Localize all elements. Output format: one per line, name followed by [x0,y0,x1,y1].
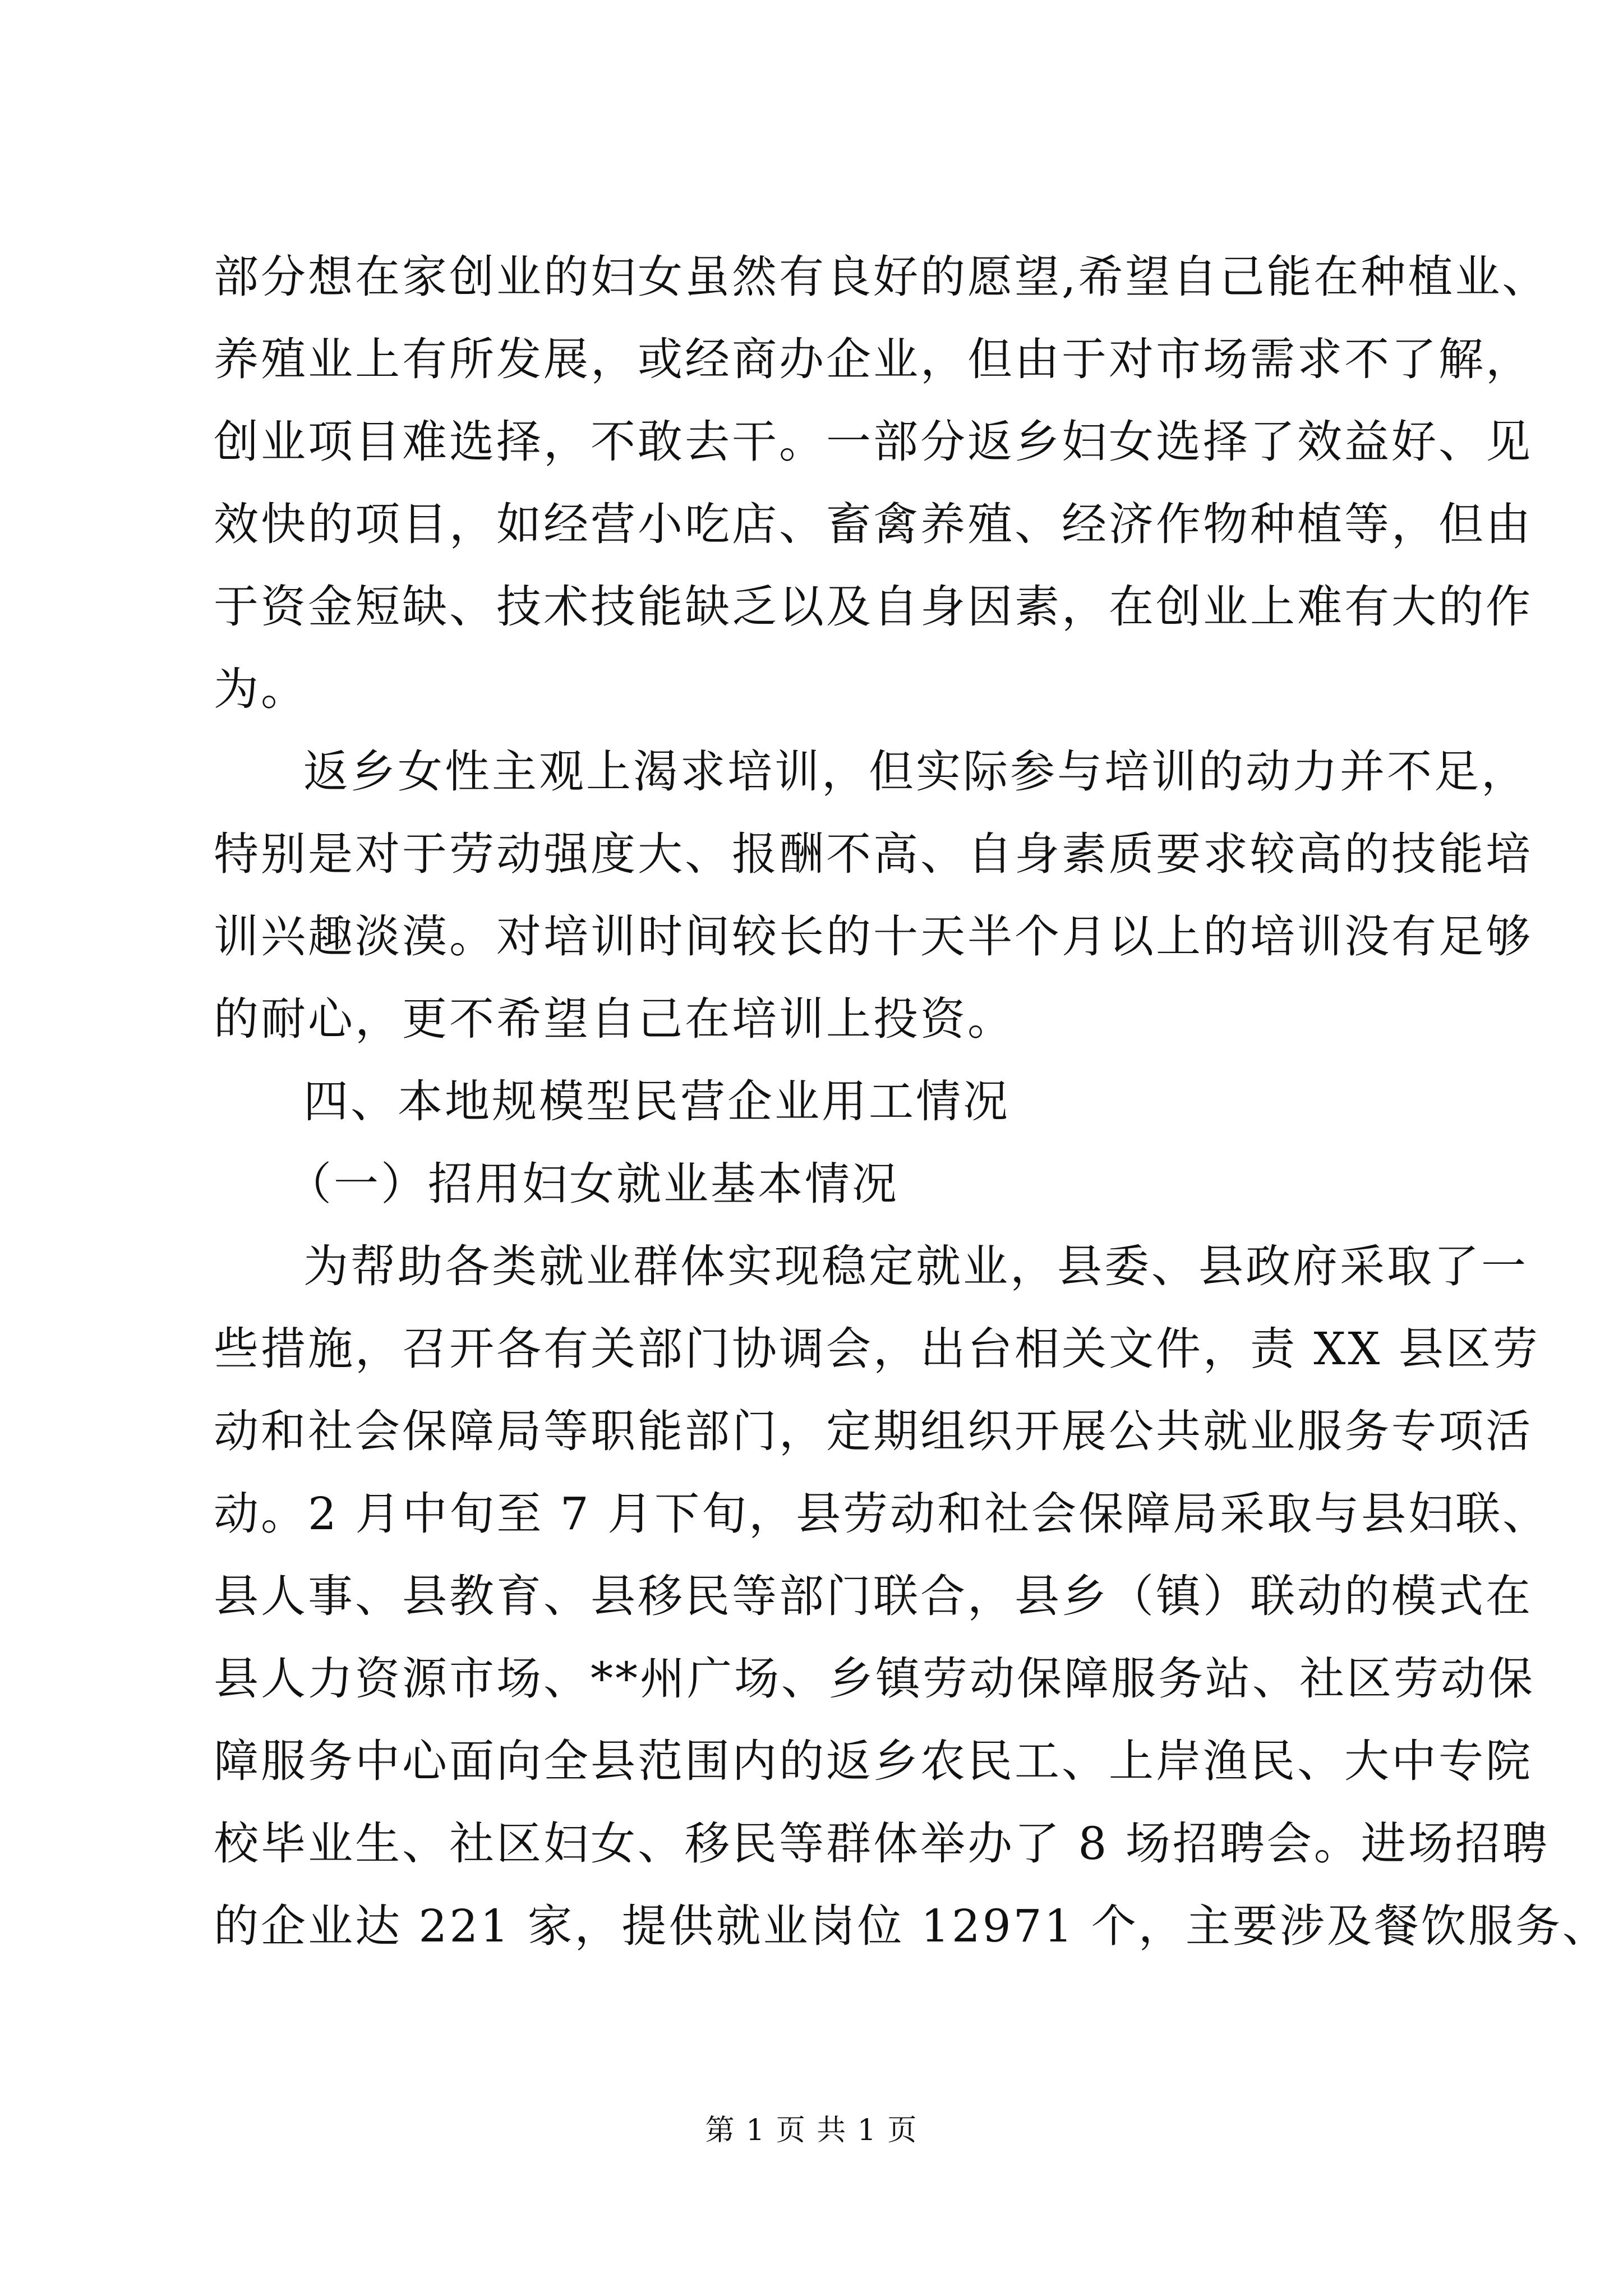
paragraph-line: 创业项目难选择，不敢去干。一部分返乡妇女选择了效益好、见 [214,416,1533,468]
paragraph-line: 县人事、县教育、县移民等部门联合，县乡（镇）联动的模式在 [214,1570,1533,1622]
paragraph-line: 校毕业生、社区妇女、移民等群体举办了 8 场招聘会。进场招聘 [214,1818,1550,1870]
paragraph-line: 效快的项目，如经营小吃店、畜禽养殖、经济作物种植等，但由 [214,498,1533,550]
paragraph-line: 养殖业上有所发展，或经商办企业，但由于对市场需求不了解， [214,333,1533,385]
paragraph-line: 为帮助各类就业群体实现稳定就业，县委、县政府采取了一 [303,1240,1528,1292]
paragraph-line: 为。 [214,663,308,715]
section-heading: 四、本地规模型民营企业用工情况 [303,1075,1010,1128]
paragraph-line: 返乡女性主观上渴求培训，但实际参与培训的动力并不足， [303,746,1528,798]
paragraph-line: 训兴趣淡漠。对培训时间较长的十天半个月以上的培训没有足够 [214,910,1533,963]
paragraph-line: 部分想在家创业的妇女虽然有良好的愿望,希望自己能在种植业、 [214,251,1550,303]
paragraph-line: 动和社会保障局等职能部门，定期组织开展公共就业服务专项活 [214,1405,1533,1457]
paragraph-line: 特别是对于劳动强度大、报酬不高、自身素质要求较高的技能培 [214,828,1533,880]
page-footer: 第 1 页 共 1 页 [705,2114,918,2147]
paragraph-line: 的耐心，更不希望自己在培训上投资。 [214,993,1015,1045]
paragraph-line: 县人力资源市场、**州广场、乡镇劳动保障服务站、社区劳动保 [214,1653,1535,1705]
paragraph-line: 于资金短缺、技术技能缺乏以及自身因素，在创业上难有大的作 [214,581,1533,633]
paragraph-line: 的企业达 221 家，提供就业岗位 12971 个，主要涉及餐饮服务、 [214,1900,1610,1952]
paragraph-line: 障服务中心面向全县范围内的返乡农民工、上岸渔民、大中专院 [214,1735,1533,1787]
paragraph-line: 些措施，召开各有关部门协调会，出台相关文件，责 XX 县区劳 [214,1323,1540,1375]
document-body [214,236,1610,1967]
subsection-heading: （一）招用妇女就业基本情况 [287,1158,899,1210]
paragraph-line: 动。2 月中旬至 7 月下旬，县劳动和社会保障局采取与县妇联、 [214,1488,1550,1540]
